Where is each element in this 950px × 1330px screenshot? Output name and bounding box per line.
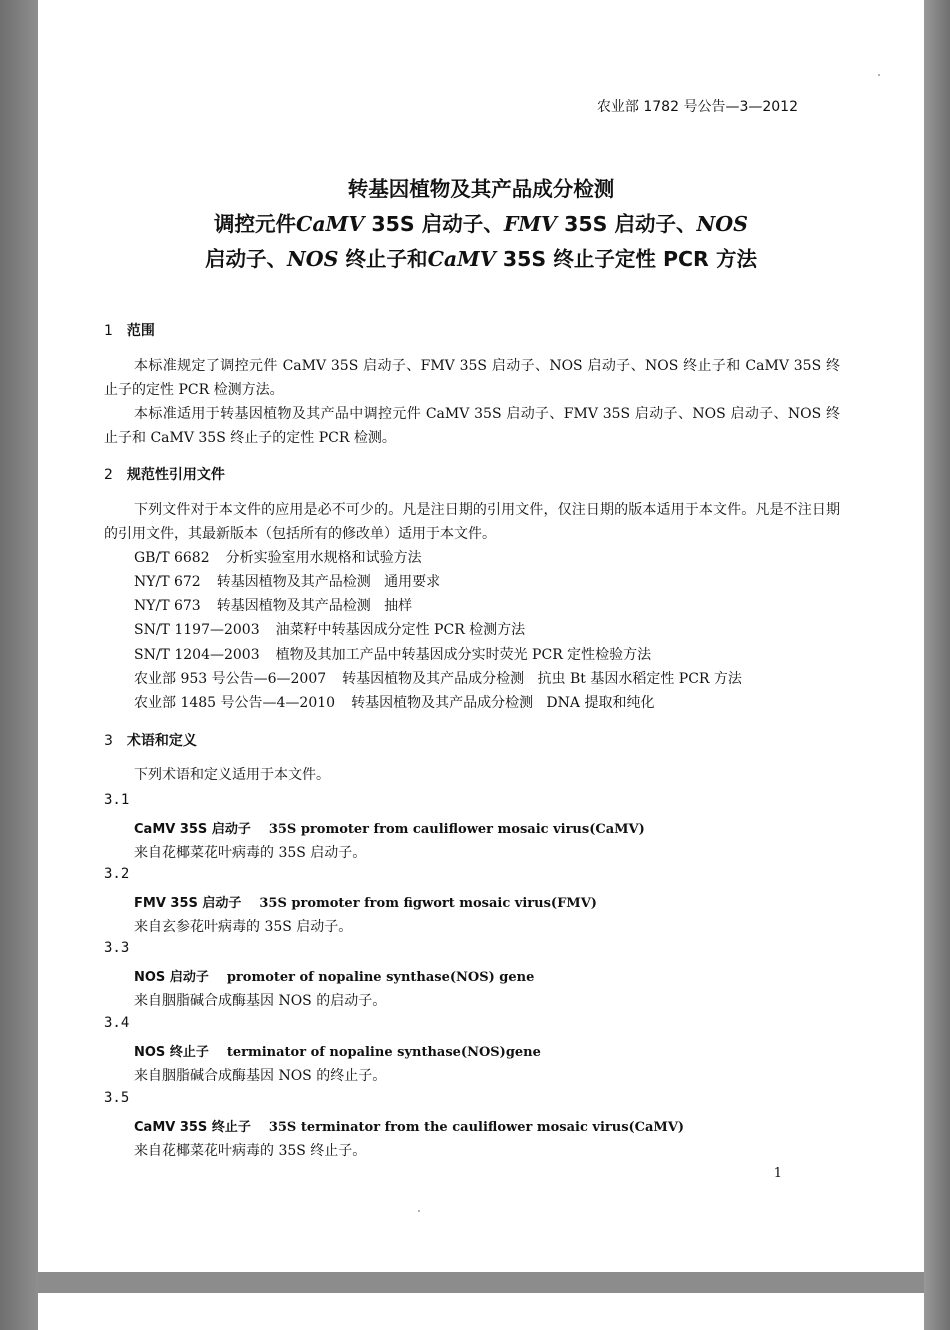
term-definition: 来自花椰菜花叶病毒的 35S 终止子。 [134,1143,367,1159]
term-definition: 来自花椰菜花叶病毒的 35S 启动子。 [134,845,367,861]
term-number: 3.3 [104,940,130,956]
document-title [38,172,924,277]
term-heading: CaMV 35S 启动子 35S promoter from cauliflower mosaic virus(CaMV) [134,822,645,837]
scan-speck [878,74,880,76]
reference-item: 农业部 953 号公告—6—2007 转基因植物及其产品成分检测 抗虫 Bt 基因水稻定性 PCR 方法 [134,671,742,687]
term-heading: NOS 启动子 promoter of nopaline synthase(NOS) gene [134,970,535,985]
title-line-1: 转基因植物及其产品成分检测 [347,177,615,201]
term-number: 3.5 [104,1090,130,1106]
reference-item: 农业部 1485 号公告—4—2010 转基因植物及其产品成分检测 DNA 提取和纯化 [134,695,655,711]
reference-item: GB/T 6682 分析实验室用水规格和试验方法 [134,550,422,566]
title-line-2: 调控元件CaMV 35S 启动子、FMV 35S 启动子、NOS [214,212,748,236]
section-heading-3: 3 术语和定义 [104,733,197,749]
term-definition: 来自胭脂碱合成酶基因 NOS 的启动子。 [134,993,387,1009]
term-heading: NOS 终止子 terminator of nopaline synthase(NOS)gene [134,1045,541,1060]
paragraph-scope-2: 本标准适用于转基因植物及其产品中调控元件 CaMV 35S 启动子、FMV 35S 启动子、NOS 启动子、NOS 终止子和 CaMV 35S 终止子的定性 PCR 检测。 [104,406,840,446]
reference-item: NY/T 672 转基因植物及其产品检测 通用要求 [134,574,441,590]
term-number: 3.4 [104,1015,130,1031]
scan-frame-right [924,0,950,1330]
section-heading-2: 2 规范性引用文件 [104,467,225,483]
term-heading: FMV 35S 启动子 35S promoter from figwort mosaic virus(FMV) [134,896,597,911]
term-definition: 来自玄参花叶病毒的 35S 启动子。 [134,919,353,935]
term-number: 3.2 [104,866,130,882]
section-heading-1: 1 范围 [104,323,155,339]
scan-speck [418,1210,420,1212]
term-definition: 来自胭脂碱合成酶基因 NOS 的终止子。 [134,1068,387,1084]
next-page-edge [38,1293,924,1330]
title-line-3: 启动子、NOS 终止子和CaMV 35S 终止子定性 PCR 方法 [205,247,757,271]
paragraph-references-intro: 下列文件对于本文件的应用是必不可少的。凡是注日期的引用文件，仅注日期的版本适用于本文件。凡是不注日期的引用文件，其最新版本（包括所有的修改单）适用于本文件。 [104,502,840,542]
scan-frame-left [0,0,38,1330]
paragraph-scope-1: 本标准规定了调控元件 CaMV 35S 启动子、FMV 35S 启动子、NOS 启动子、NOS 终止子和 CaMV 35S 终止子的定性 PCR 检测方法。 [104,358,840,398]
reference-item: NY/T 673 转基因植物及其产品检测 抽样 [134,598,413,614]
term-heading: CaMV 35S 终止子 35S terminator from the cauliflower mosaic virus(CaMV) [134,1120,685,1135]
reference-item: SN/T 1197—2003 油菜籽中转基因成分定性 PCR 检测方法 [134,622,526,638]
paragraph-terms-intro: 下列术语和定义适用于本文件。 [134,767,330,783]
document-page [38,0,924,1272]
page-number: 1 [773,1166,782,1181]
term-number: 3.1 [104,792,130,808]
reference-item: SN/T 1204—2003 植物及其加工产品中转基因成分实时荧光 PCR 定性检验方法 [134,647,652,663]
standard-code-header: 农业部 1782 号公告—3—2012 [596,99,798,115]
